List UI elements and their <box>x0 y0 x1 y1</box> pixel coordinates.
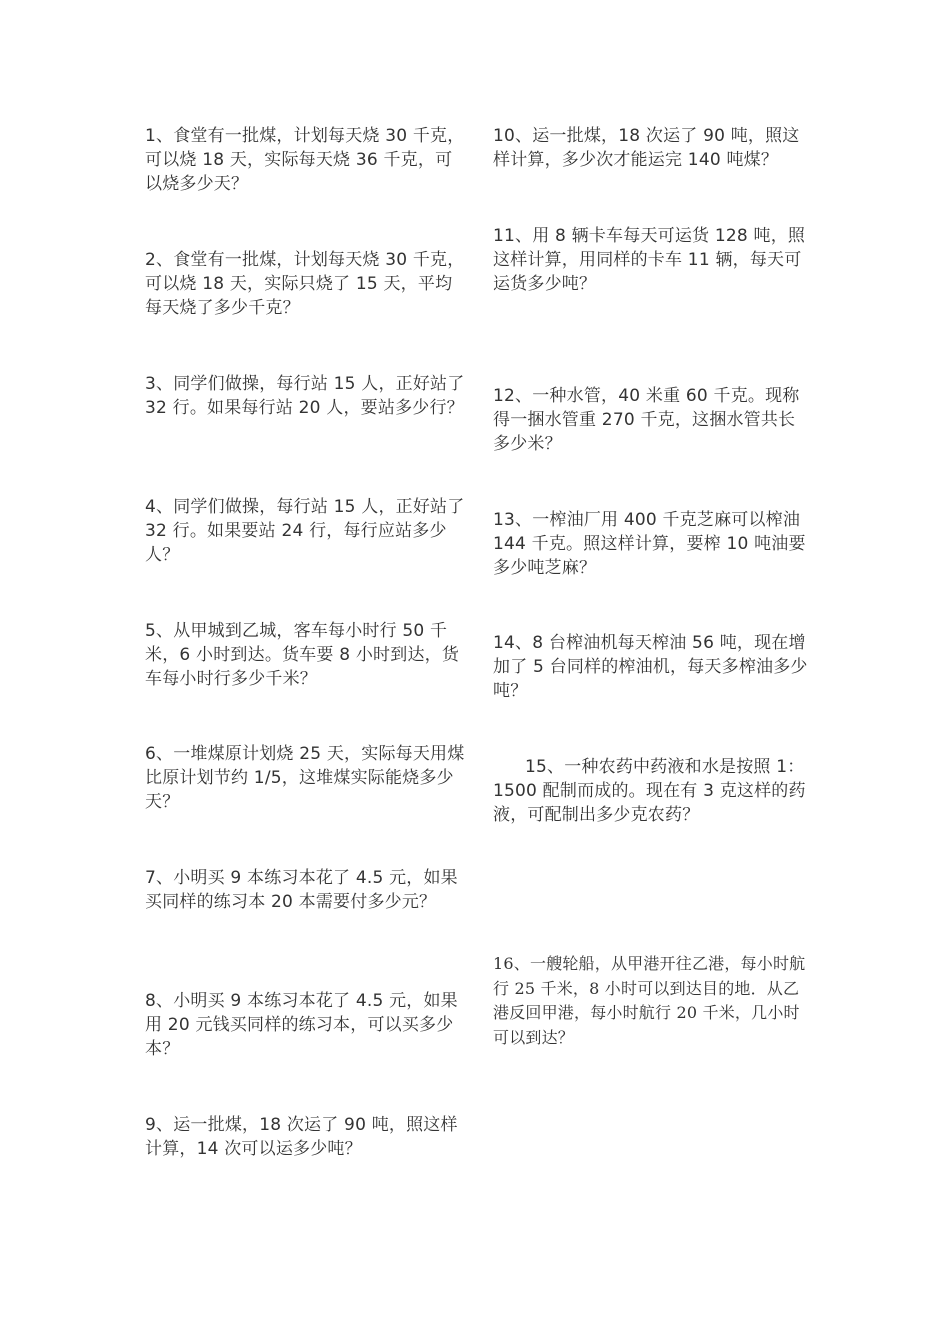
problem-5: 5、从甲城到乙城，客车每小时行 50 千米，6 小时到达。货车要 8 小时到达，货车每小时行多少千米？ <box>145 621 460 689</box>
problem-3: 3、同学们做操，每行站 15 人，正好站了 32 行。如果每行站 20 人，要站多少行？ <box>145 374 465 418</box>
problem-9: 9、运一批煤，18 次运了 90 吨，照这样计算，14 次可以运多少吨？ <box>145 1115 458 1159</box>
problem-15: 15、一种农药中药液和水是按照 1：1500 配制而成的。现在有 3 克这样的药液，可配制出多少克农药？ <box>493 757 806 825</box>
problem-7: 7、小明买 9 本练习本花了 4.5 元，如果买同样的练习本 20 本需要付多少元？ <box>145 868 458 912</box>
problem-6: 6、一堆煤原计划烧 25 天，实际每天用煤比原计划节约 1/5，这堆煤实际能烧多少天？ <box>145 744 465 812</box>
problem-1: 1、食堂有一批煤，计划每天烧 30 千克，可以烧 18 天，实际每天烧 36 千克，可以烧多少天？ <box>145 126 465 194</box>
problem-14: 14、8 台榨油机每天榨油 56 吨，现在增加了 5 台同样的榨油机，每天多榨油多少吨？ <box>493 633 808 701</box>
problem-2: 2、食堂有一批煤，计划每天烧 30 千克，可以烧 18 天，实际只烧了 15 天，平均每天烧了多少千克？ <box>145 250 465 318</box>
problem-13: 13、一榨油厂用 400 千克芝麻可以榨油 144 千克。照这样计算，要榨 10 吨油要多少吨芝麻？ <box>493 510 806 578</box>
problem-10: 10、运一批煤，18 次运了 90 吨，照这样计算，多少次才能运完 140 吨煤？ <box>493 126 800 170</box>
problem-11: 11、用 8 辆卡车每天可运货 128 吨，照这样计算，用同样的卡车 11 辆，每天可运货多少吨？ <box>493 226 806 294</box>
problem-8: 8、小明买 9 本练习本花了 4.5 元，如果用 20 元钱买同样的练习本，可以买多少本？ <box>145 991 458 1059</box>
problem-16: 16、一艘轮船，从甲港开往乙港，每小时航行 25 千米，8 小时可以到达目的地．从乙港反回甲港，每小时航行 20 千米，几小时可以到达？ <box>493 954 806 1047</box>
problem-12: 12、一种水管，40 米重 60 千克。现称得一捆水管重 270 千克，这捆水管共长多少米？ <box>493 386 800 454</box>
problem-4: 4、同学们做操，每行站 15 人，正好站了 32 行。如果要站 24 行，每行应站多少人？ <box>145 497 465 565</box>
